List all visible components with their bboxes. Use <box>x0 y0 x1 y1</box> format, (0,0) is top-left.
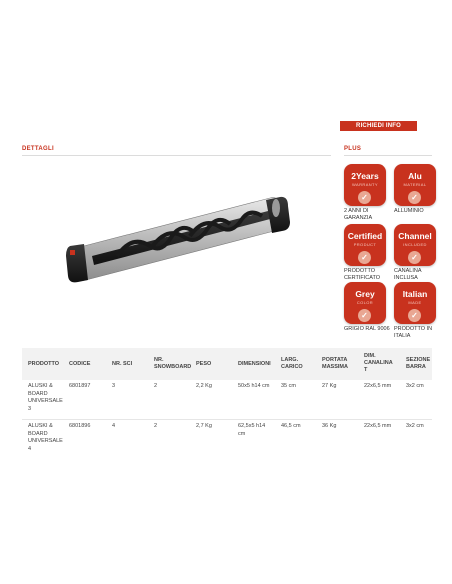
product-image <box>22 164 331 300</box>
table-cell: 3x2 cm <box>406 423 424 429</box>
check-icon: ✓ <box>358 251 371 264</box>
badge-title: Italian <box>402 289 428 299</box>
table-cell: ALUSKI & BOARD UNIVERSALE 3 <box>28 383 63 412</box>
badge-label: GRIGIO RAL 9006 <box>344 326 390 332</box>
badge-subtitle: MATERIAL <box>403 182 427 187</box>
plus-divider <box>344 155 432 156</box>
badge-subtitle: WARRANTY <box>352 182 378 187</box>
table-cell: 35 cm <box>281 383 296 389</box>
badge-title: Alu <box>408 171 422 181</box>
column-header: DIMENSIONI <box>238 361 271 367</box>
check-icon: ✓ <box>358 309 371 322</box>
badge-subtitle: COLOR <box>356 300 374 305</box>
check-icon: ✓ <box>358 191 371 204</box>
color-badge <box>344 282 386 324</box>
table-cell: 2,7 Kg <box>196 423 212 429</box>
table-cell: 2 <box>154 383 158 389</box>
column-header: CODICE <box>69 361 91 367</box>
table-cell: ALUSKI & BOARD UNIVERSALE 4 <box>28 423 63 452</box>
table-cell: 62,5x5 h14 cm <box>238 423 266 437</box>
column-header: DIM. CANALINA T <box>364 353 393 373</box>
details-divider <box>22 155 331 156</box>
badge-label: CANALINA INCLUSA <box>394 268 422 281</box>
table-cell: 22x6,5 mm <box>364 423 392 429</box>
badge-title: Certified <box>347 231 383 241</box>
badge-label: ALLUMINIO <box>394 208 424 214</box>
top-band <box>0 0 452 128</box>
table-cell: 46,5 cm <box>281 423 301 429</box>
column-header: NR. SNOWBOARD <box>154 357 192 370</box>
table-cell: 36 Kg <box>322 423 337 429</box>
table-cell: 50x5 h14 cm <box>238 383 270 389</box>
table-cell: 3 <box>112 383 116 389</box>
table-cell: 6801897 <box>69 383 91 389</box>
channel-badge <box>394 224 436 266</box>
check-icon: ✓ <box>408 251 421 264</box>
table-cell: 2,2 Kg <box>196 383 212 389</box>
check-icon: ✓ <box>408 309 421 322</box>
plus-title: PLUS <box>344 146 362 152</box>
check-icon: ✓ <box>408 191 421 204</box>
table-cell: 2 <box>154 423 158 429</box>
column-header: LARG. CARICO <box>281 357 303 370</box>
italian-badge <box>394 282 436 324</box>
row-divider <box>22 419 432 420</box>
column-header: PORTATA MASSIMA <box>322 357 348 370</box>
table-cell: 22x6,5 mm <box>364 383 392 389</box>
column-header: SEZIONE BARRA <box>406 357 431 370</box>
badge-label: PRODOTTO CERTIFICATO <box>344 268 381 281</box>
table-cell: 3x2 cm <box>406 383 424 389</box>
column-header: NR. SCI <box>112 361 133 367</box>
badge-subtitle: INCLUDED <box>403 242 427 247</box>
details-title: DETTAGLI <box>22 146 54 152</box>
certified-badge <box>344 224 386 266</box>
badge-title: Channel <box>398 231 432 241</box>
material-badge <box>394 164 436 206</box>
request-info-button[interactable]: RICHIEDI INFO <box>340 121 417 131</box>
badge-subtitle: MADE <box>408 300 422 305</box>
table-cell: 6801896 <box>69 423 91 429</box>
badge-title: 2Years <box>351 171 379 181</box>
badge-subtitle: PRODUCT <box>353 242 377 247</box>
table-cell: 27 Kg <box>322 383 337 389</box>
badge-label: PRODOTTO IN ITALIA <box>394 326 433 339</box>
warranty-badge <box>344 164 386 206</box>
badge-label: 2 ANNI DI GARANZIA <box>344 208 373 221</box>
table-cell: 4 <box>112 423 116 429</box>
badge-title: Grey <box>355 289 375 299</box>
column-header: PESO <box>196 361 212 367</box>
column-header: PRODOTTO <box>28 361 60 367</box>
